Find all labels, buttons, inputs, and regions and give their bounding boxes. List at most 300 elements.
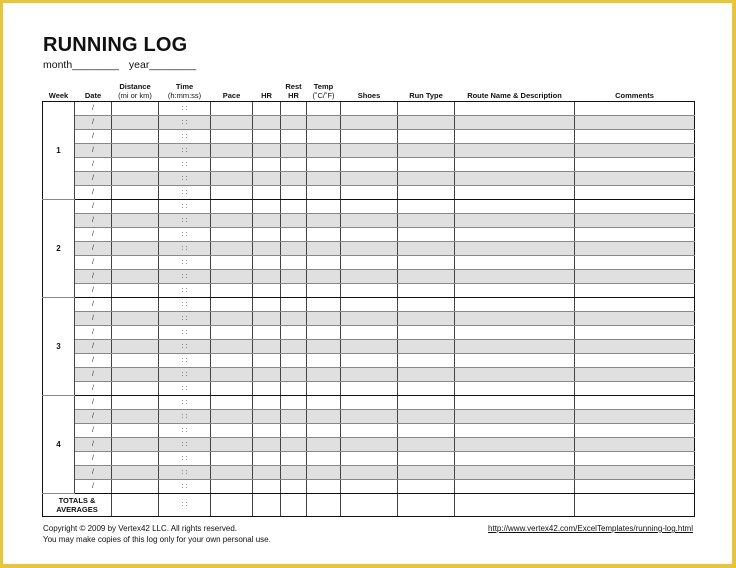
total-distance-cell[interactable] xyxy=(112,494,159,517)
shoes-cell[interactable] xyxy=(341,228,398,242)
shoes-cell[interactable] xyxy=(341,340,398,354)
comments-cell[interactable] xyxy=(575,172,695,186)
route-cell[interactable] xyxy=(455,172,575,186)
hr-cell[interactable] xyxy=(253,242,281,256)
run-type-cell[interactable] xyxy=(398,144,455,158)
date-cell[interactable]: / xyxy=(75,438,112,452)
comments-cell[interactable] xyxy=(575,354,695,368)
rest-hr-cell[interactable] xyxy=(281,424,307,438)
shoes-cell[interactable] xyxy=(341,438,398,452)
route-cell[interactable] xyxy=(455,116,575,130)
run-type-cell[interactable] xyxy=(398,270,455,284)
time-cell[interactable]: : : xyxy=(159,214,211,228)
shoes-cell[interactable] xyxy=(341,312,398,326)
distance-cell[interactable] xyxy=(112,438,159,452)
temp-cell[interactable] xyxy=(307,284,341,298)
pace-cell[interactable] xyxy=(211,116,253,130)
shoes-cell[interactable] xyxy=(341,354,398,368)
distance-cell[interactable] xyxy=(112,284,159,298)
pace-cell[interactable] xyxy=(211,270,253,284)
route-cell[interactable] xyxy=(455,228,575,242)
temp-cell[interactable] xyxy=(307,466,341,480)
template-link[interactable]: http://www.vertex42.com/ExcelTemplates/running-log.html xyxy=(488,524,693,533)
shoes-cell[interactable] xyxy=(341,410,398,424)
hr-cell[interactable] xyxy=(253,410,281,424)
comments-cell[interactable] xyxy=(575,116,695,130)
hr-cell[interactable] xyxy=(253,298,281,312)
run-type-cell[interactable] xyxy=(398,130,455,144)
run-type-cell[interactable] xyxy=(398,312,455,326)
shoes-cell[interactable] xyxy=(341,452,398,466)
pace-cell[interactable] xyxy=(211,424,253,438)
rest-hr-cell[interactable] xyxy=(281,186,307,200)
time-cell[interactable]: : : xyxy=(159,116,211,130)
hr-cell[interactable] xyxy=(253,172,281,186)
pace-cell[interactable] xyxy=(211,242,253,256)
distance-cell[interactable] xyxy=(112,466,159,480)
time-cell[interactable]: : : xyxy=(159,354,211,368)
time-cell[interactable]: : : xyxy=(159,228,211,242)
hr-cell[interactable] xyxy=(253,312,281,326)
time-cell[interactable]: : : xyxy=(159,368,211,382)
pace-cell[interactable] xyxy=(211,298,253,312)
total-pace-cell[interactable] xyxy=(211,494,253,517)
shoes-cell[interactable] xyxy=(341,144,398,158)
run-type-cell[interactable] xyxy=(398,410,455,424)
route-cell[interactable] xyxy=(455,396,575,410)
comments-cell[interactable] xyxy=(575,270,695,284)
temp-cell[interactable] xyxy=(307,396,341,410)
date-cell[interactable]: / xyxy=(75,354,112,368)
rest-hr-cell[interactable] xyxy=(281,438,307,452)
date-cell[interactable]: / xyxy=(75,116,112,130)
distance-cell[interactable] xyxy=(112,270,159,284)
pace-cell[interactable] xyxy=(211,214,253,228)
run-type-cell[interactable] xyxy=(398,242,455,256)
run-type-cell[interactable] xyxy=(398,438,455,452)
temp-cell[interactable] xyxy=(307,326,341,340)
date-cell[interactable]: / xyxy=(75,340,112,354)
comments-cell[interactable] xyxy=(575,466,695,480)
comments-cell[interactable] xyxy=(575,298,695,312)
distance-cell[interactable] xyxy=(112,298,159,312)
shoes-cell[interactable] xyxy=(341,382,398,396)
route-cell[interactable] xyxy=(455,410,575,424)
comments-cell[interactable] xyxy=(575,368,695,382)
rest-hr-cell[interactable] xyxy=(281,340,307,354)
pace-cell[interactable] xyxy=(211,354,253,368)
pace-cell[interactable] xyxy=(211,158,253,172)
run-type-cell[interactable] xyxy=(398,116,455,130)
route-cell[interactable] xyxy=(455,466,575,480)
distance-cell[interactable] xyxy=(112,368,159,382)
run-type-cell[interactable] xyxy=(398,480,455,494)
temp-cell[interactable] xyxy=(307,312,341,326)
comments-cell[interactable] xyxy=(575,242,695,256)
pace-cell[interactable] xyxy=(211,396,253,410)
shoes-cell[interactable] xyxy=(341,200,398,214)
hr-cell[interactable] xyxy=(253,340,281,354)
temp-cell[interactable] xyxy=(307,452,341,466)
date-cell[interactable]: / xyxy=(75,424,112,438)
run-type-cell[interactable] xyxy=(398,214,455,228)
distance-cell[interactable] xyxy=(112,144,159,158)
rest-hr-cell[interactable] xyxy=(281,396,307,410)
temp-cell[interactable] xyxy=(307,144,341,158)
total-comments-cell[interactable] xyxy=(575,494,695,517)
rest-hr-cell[interactable] xyxy=(281,116,307,130)
shoes-cell[interactable] xyxy=(341,396,398,410)
route-cell[interactable] xyxy=(455,200,575,214)
comments-cell[interactable] xyxy=(575,452,695,466)
shoes-cell[interactable] xyxy=(341,424,398,438)
time-cell[interactable]: : : xyxy=(159,480,211,494)
temp-cell[interactable] xyxy=(307,480,341,494)
hr-cell[interactable] xyxy=(253,130,281,144)
run-type-cell[interactable] xyxy=(398,256,455,270)
run-type-cell[interactable] xyxy=(398,466,455,480)
date-cell[interactable]: / xyxy=(75,144,112,158)
distance-cell[interactable] xyxy=(112,480,159,494)
shoes-cell[interactable] xyxy=(341,298,398,312)
date-cell[interactable]: / xyxy=(75,130,112,144)
rest-hr-cell[interactable] xyxy=(281,144,307,158)
run-type-cell[interactable] xyxy=(398,424,455,438)
date-cell[interactable]: / xyxy=(75,326,112,340)
shoes-cell[interactable] xyxy=(341,242,398,256)
shoes-cell[interactable] xyxy=(341,172,398,186)
date-cell[interactable]: / xyxy=(75,172,112,186)
rest-hr-cell[interactable] xyxy=(281,382,307,396)
route-cell[interactable] xyxy=(455,130,575,144)
pace-cell[interactable] xyxy=(211,312,253,326)
shoes-cell[interactable] xyxy=(341,214,398,228)
run-type-cell[interactable] xyxy=(398,368,455,382)
pace-cell[interactable] xyxy=(211,256,253,270)
temp-cell[interactable] xyxy=(307,116,341,130)
comments-cell[interactable] xyxy=(575,396,695,410)
temp-cell[interactable] xyxy=(307,214,341,228)
distance-cell[interactable] xyxy=(112,396,159,410)
route-cell[interactable] xyxy=(455,424,575,438)
rest-hr-cell[interactable] xyxy=(281,284,307,298)
time-cell[interactable]: : : xyxy=(159,270,211,284)
route-cell[interactable] xyxy=(455,256,575,270)
shoes-cell[interactable] xyxy=(341,326,398,340)
date-cell[interactable]: / xyxy=(75,200,112,214)
temp-cell[interactable] xyxy=(307,424,341,438)
date-cell[interactable]: / xyxy=(75,410,112,424)
route-cell[interactable] xyxy=(455,242,575,256)
hr-cell[interactable] xyxy=(253,452,281,466)
time-cell[interactable]: : : xyxy=(159,256,211,270)
temp-cell[interactable] xyxy=(307,354,341,368)
time-cell[interactable]: : : xyxy=(159,298,211,312)
shoes-cell[interactable] xyxy=(341,284,398,298)
distance-cell[interactable] xyxy=(112,242,159,256)
route-cell[interactable] xyxy=(455,368,575,382)
route-cell[interactable] xyxy=(455,186,575,200)
hr-cell[interactable] xyxy=(253,214,281,228)
temp-cell[interactable] xyxy=(307,256,341,270)
temp-cell[interactable] xyxy=(307,130,341,144)
hr-cell[interactable] xyxy=(253,480,281,494)
total-time-cell[interactable]: : : xyxy=(159,494,211,517)
comments-cell[interactable] xyxy=(575,382,695,396)
route-cell[interactable] xyxy=(455,354,575,368)
date-cell[interactable]: / xyxy=(75,480,112,494)
pace-cell[interactable] xyxy=(211,410,253,424)
route-cell[interactable] xyxy=(455,452,575,466)
pace-cell[interactable] xyxy=(211,480,253,494)
shoes-cell[interactable] xyxy=(341,368,398,382)
pace-cell[interactable] xyxy=(211,172,253,186)
comments-cell[interactable] xyxy=(575,144,695,158)
route-cell[interactable] xyxy=(455,102,575,116)
rest-hr-cell[interactable] xyxy=(281,214,307,228)
shoes-cell[interactable] xyxy=(341,186,398,200)
rest-hr-cell[interactable] xyxy=(281,466,307,480)
comments-cell[interactable] xyxy=(575,228,695,242)
comments-cell[interactable] xyxy=(575,312,695,326)
run-type-cell[interactable] xyxy=(398,158,455,172)
distance-cell[interactable] xyxy=(112,200,159,214)
route-cell[interactable] xyxy=(455,158,575,172)
hr-cell[interactable] xyxy=(253,102,281,116)
rest-hr-cell[interactable] xyxy=(281,368,307,382)
rest-hr-cell[interactable] xyxy=(281,410,307,424)
distance-cell[interactable] xyxy=(112,312,159,326)
temp-cell[interactable] xyxy=(307,340,341,354)
pace-cell[interactable] xyxy=(211,382,253,396)
shoes-cell[interactable] xyxy=(341,270,398,284)
route-cell[interactable] xyxy=(455,298,575,312)
pace-cell[interactable] xyxy=(211,326,253,340)
pace-cell[interactable] xyxy=(211,340,253,354)
temp-cell[interactable] xyxy=(307,228,341,242)
distance-cell[interactable] xyxy=(112,256,159,270)
pace-cell[interactable] xyxy=(211,368,253,382)
comments-cell[interactable] xyxy=(575,102,695,116)
comments-cell[interactable] xyxy=(575,424,695,438)
distance-cell[interactable] xyxy=(112,158,159,172)
temp-cell[interactable] xyxy=(307,172,341,186)
comments-cell[interactable] xyxy=(575,200,695,214)
distance-cell[interactable] xyxy=(112,186,159,200)
comments-cell[interactable] xyxy=(575,214,695,228)
temp-cell[interactable] xyxy=(307,298,341,312)
rest-hr-cell[interactable] xyxy=(281,242,307,256)
hr-cell[interactable] xyxy=(253,396,281,410)
route-cell[interactable] xyxy=(455,312,575,326)
time-cell[interactable]: : : xyxy=(159,340,211,354)
total-hr-cell[interactable] xyxy=(253,494,281,517)
hr-cell[interactable] xyxy=(253,256,281,270)
distance-cell[interactable] xyxy=(112,452,159,466)
pace-cell[interactable] xyxy=(211,228,253,242)
route-cell[interactable] xyxy=(455,438,575,452)
run-type-cell[interactable] xyxy=(398,382,455,396)
time-cell[interactable]: : : xyxy=(159,382,211,396)
route-cell[interactable] xyxy=(455,144,575,158)
run-type-cell[interactable] xyxy=(398,284,455,298)
pace-cell[interactable] xyxy=(211,130,253,144)
rest-hr-cell[interactable] xyxy=(281,326,307,340)
date-cell[interactable]: / xyxy=(75,284,112,298)
run-type-cell[interactable] xyxy=(398,298,455,312)
comments-cell[interactable] xyxy=(575,186,695,200)
distance-cell[interactable] xyxy=(112,116,159,130)
temp-cell[interactable] xyxy=(307,382,341,396)
run-type-cell[interactable] xyxy=(398,396,455,410)
distance-cell[interactable] xyxy=(112,326,159,340)
comments-cell[interactable] xyxy=(575,326,695,340)
distance-cell[interactable] xyxy=(112,382,159,396)
time-cell[interactable]: : : xyxy=(159,466,211,480)
temp-cell[interactable] xyxy=(307,270,341,284)
hr-cell[interactable] xyxy=(253,424,281,438)
run-type-cell[interactable] xyxy=(398,102,455,116)
time-cell[interactable]: : : xyxy=(159,424,211,438)
temp-cell[interactable] xyxy=(307,410,341,424)
hr-cell[interactable] xyxy=(253,186,281,200)
date-cell[interactable]: / xyxy=(75,312,112,326)
hr-cell[interactable] xyxy=(253,466,281,480)
date-cell[interactable]: / xyxy=(75,382,112,396)
time-cell[interactable]: : : xyxy=(159,130,211,144)
run-type-cell[interactable] xyxy=(398,340,455,354)
date-cell[interactable]: / xyxy=(75,256,112,270)
total-temp-cell[interactable] xyxy=(307,494,341,517)
run-type-cell[interactable] xyxy=(398,186,455,200)
month-field[interactable]: month________ xyxy=(43,59,119,71)
hr-cell[interactable] xyxy=(253,438,281,452)
run-type-cell[interactable] xyxy=(398,354,455,368)
run-type-cell[interactable] xyxy=(398,200,455,214)
date-cell[interactable]: / xyxy=(75,368,112,382)
time-cell[interactable]: : : xyxy=(159,158,211,172)
shoes-cell[interactable] xyxy=(341,158,398,172)
distance-cell[interactable] xyxy=(112,102,159,116)
hr-cell[interactable] xyxy=(253,284,281,298)
rest-hr-cell[interactable] xyxy=(281,312,307,326)
total-rest-hr-cell[interactable] xyxy=(281,494,307,517)
comments-cell[interactable] xyxy=(575,438,695,452)
route-cell[interactable] xyxy=(455,284,575,298)
time-cell[interactable]: : : xyxy=(159,452,211,466)
temp-cell[interactable] xyxy=(307,186,341,200)
rest-hr-cell[interactable] xyxy=(281,270,307,284)
time-cell[interactable]: : : xyxy=(159,326,211,340)
comments-cell[interactable] xyxy=(575,340,695,354)
comments-cell[interactable] xyxy=(575,480,695,494)
pace-cell[interactable] xyxy=(211,102,253,116)
pace-cell[interactable] xyxy=(211,438,253,452)
pace-cell[interactable] xyxy=(211,186,253,200)
time-cell[interactable]: : : xyxy=(159,200,211,214)
time-cell[interactable]: : : xyxy=(159,284,211,298)
comments-cell[interactable] xyxy=(575,256,695,270)
pace-cell[interactable] xyxy=(211,284,253,298)
date-cell[interactable]: / xyxy=(75,242,112,256)
comments-cell[interactable] xyxy=(575,158,695,172)
distance-cell[interactable] xyxy=(112,354,159,368)
hr-cell[interactable] xyxy=(253,144,281,158)
date-cell[interactable]: / xyxy=(75,270,112,284)
date-cell[interactable]: / xyxy=(75,158,112,172)
shoes-cell[interactable] xyxy=(341,130,398,144)
date-cell[interactable]: / xyxy=(75,452,112,466)
date-cell[interactable]: / xyxy=(75,214,112,228)
route-cell[interactable] xyxy=(455,326,575,340)
rest-hr-cell[interactable] xyxy=(281,172,307,186)
time-cell[interactable]: : : xyxy=(159,242,211,256)
date-cell[interactable]: / xyxy=(75,102,112,116)
temp-cell[interactable] xyxy=(307,368,341,382)
hr-cell[interactable] xyxy=(253,354,281,368)
distance-cell[interactable] xyxy=(112,340,159,354)
run-type-cell[interactable] xyxy=(398,452,455,466)
hr-cell[interactable] xyxy=(253,326,281,340)
rest-hr-cell[interactable] xyxy=(281,200,307,214)
run-type-cell[interactable] xyxy=(398,326,455,340)
rest-hr-cell[interactable] xyxy=(281,354,307,368)
distance-cell[interactable] xyxy=(112,424,159,438)
time-cell[interactable]: : : xyxy=(159,438,211,452)
temp-cell[interactable] xyxy=(307,242,341,256)
rest-hr-cell[interactable] xyxy=(281,298,307,312)
distance-cell[interactable] xyxy=(112,410,159,424)
shoes-cell[interactable] xyxy=(341,102,398,116)
hr-cell[interactable] xyxy=(253,368,281,382)
comments-cell[interactable] xyxy=(575,130,695,144)
route-cell[interactable] xyxy=(455,480,575,494)
route-cell[interactable] xyxy=(455,214,575,228)
hr-cell[interactable] xyxy=(253,228,281,242)
time-cell[interactable]: : : xyxy=(159,312,211,326)
pace-cell[interactable] xyxy=(211,452,253,466)
comments-cell[interactable] xyxy=(575,284,695,298)
hr-cell[interactable] xyxy=(253,116,281,130)
rest-hr-cell[interactable] xyxy=(281,228,307,242)
time-cell[interactable]: : : xyxy=(159,186,211,200)
time-cell[interactable]: : : xyxy=(159,410,211,424)
route-cell[interactable] xyxy=(455,382,575,396)
pace-cell[interactable] xyxy=(211,144,253,158)
total-run-type-cell[interactable] xyxy=(398,494,455,517)
temp-cell[interactable] xyxy=(307,438,341,452)
rest-hr-cell[interactable] xyxy=(281,256,307,270)
rest-hr-cell[interactable] xyxy=(281,158,307,172)
route-cell[interactable] xyxy=(455,270,575,284)
hr-cell[interactable] xyxy=(253,158,281,172)
temp-cell[interactable] xyxy=(307,158,341,172)
shoes-cell[interactable] xyxy=(341,256,398,270)
rest-hr-cell[interactable] xyxy=(281,452,307,466)
rest-hr-cell[interactable] xyxy=(281,480,307,494)
comments-cell[interactable] xyxy=(575,410,695,424)
time-cell[interactable]: : : xyxy=(159,172,211,186)
distance-cell[interactable] xyxy=(112,130,159,144)
distance-cell[interactable] xyxy=(112,214,159,228)
year-field[interactable]: year________ xyxy=(128,59,197,71)
run-type-cell[interactable] xyxy=(398,172,455,186)
pace-cell[interactable] xyxy=(211,466,253,480)
date-cell[interactable]: / xyxy=(75,186,112,200)
date-cell[interactable]: / xyxy=(75,396,112,410)
date-cell[interactable]: / xyxy=(75,466,112,480)
route-cell[interactable] xyxy=(455,340,575,354)
